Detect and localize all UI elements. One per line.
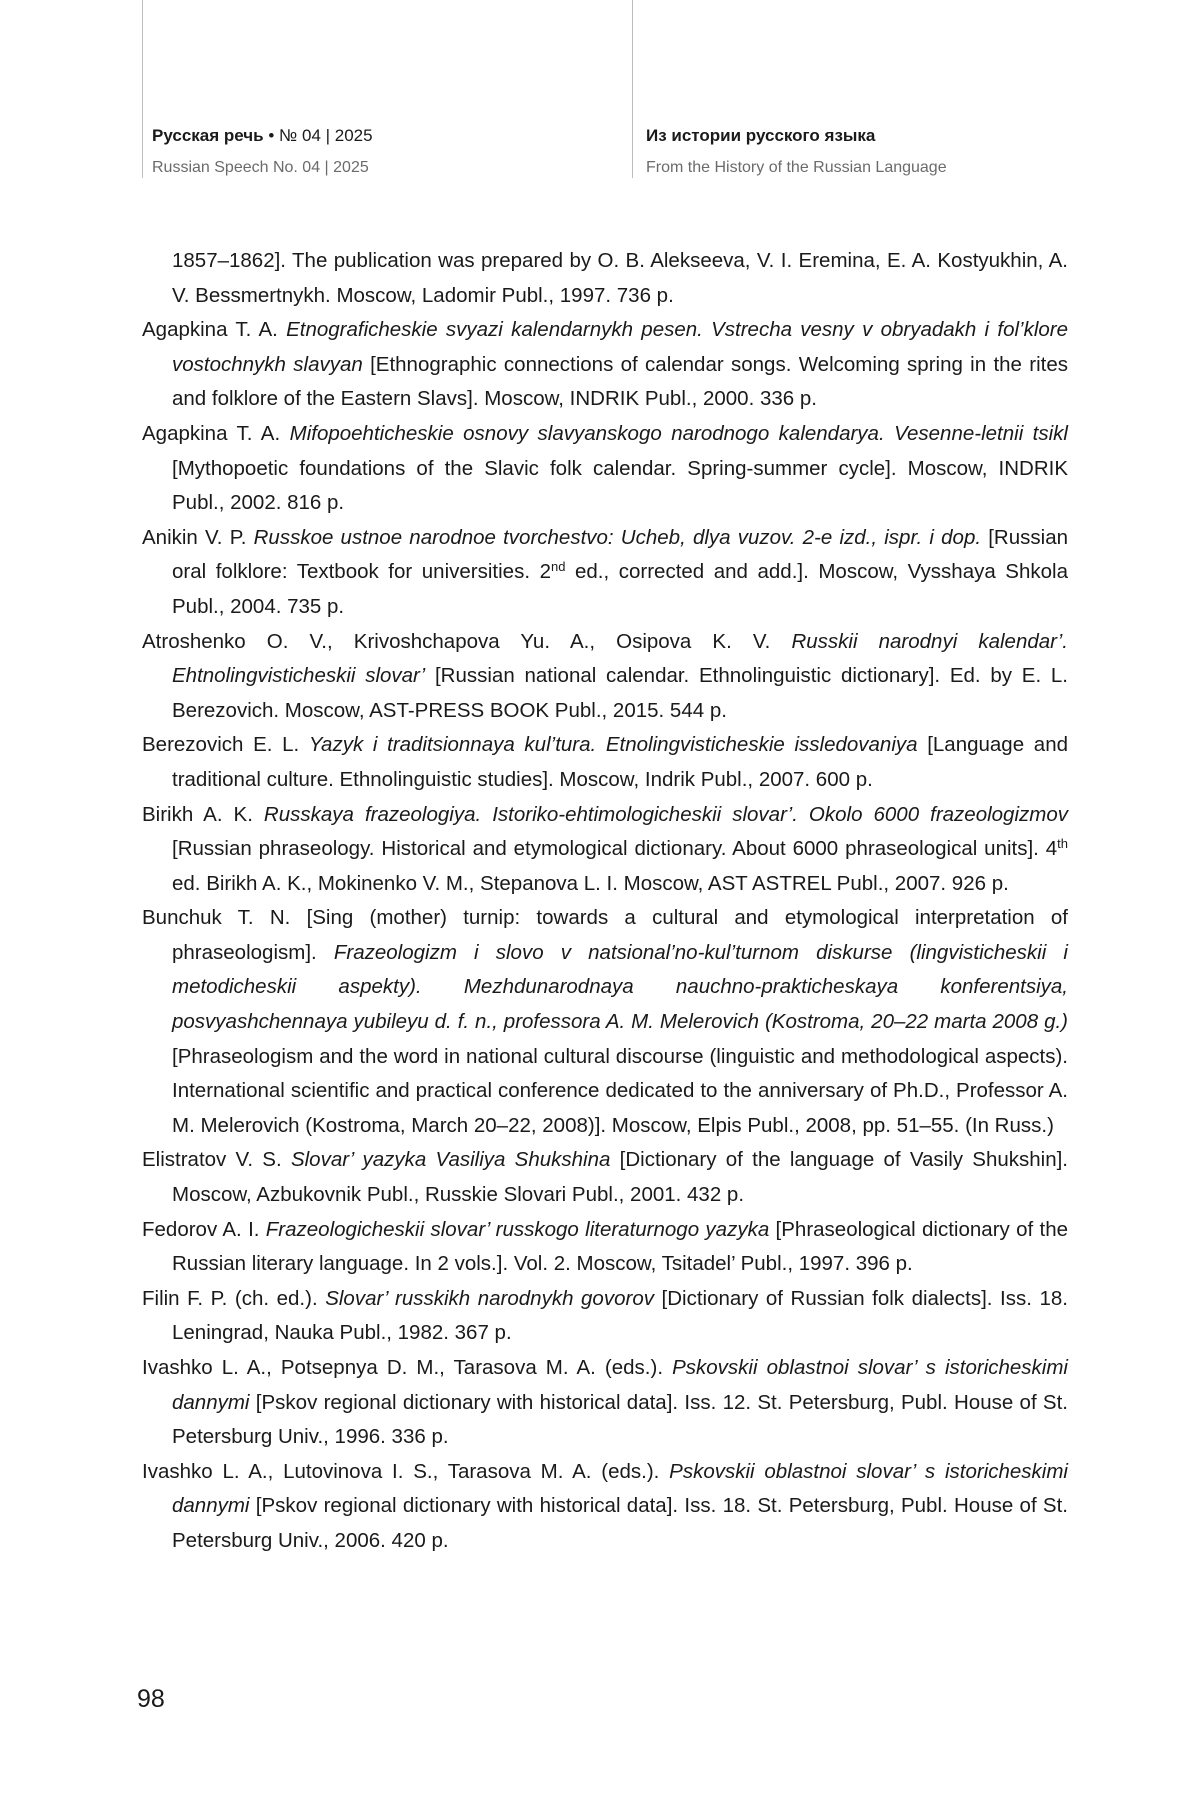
reference-superscript: th [1057, 836, 1068, 852]
reference-item [142, 521, 1068, 625]
reference-details: [Russian national calendar. Ethnolinguistic dictionary]. Ed. by E. L. Berezovich. Moscow, AST-PRESS BOOK Publ., 2015. 544 p. [172, 664, 1068, 722]
reference-details: [Phraseologism and the word in national cultural discourse (linguistic and methodological aspects). International scientific and practical conference dedicated to the anniversary of Ph.D., Professor A. M. Melerovich (Kostroma, March 20–22, 2008)]. Moscow, Elpis Publ., 2008, pp. 51–55. (In Russ.) [172, 1044, 1068, 1137]
section-title-ru [646, 124, 947, 148]
reference-title: Frazeologizm i slovo v natsional’no-kul’turnom diskurse (lingvisticheskii i metodicheskii aspekty). Mezhdunarodnaya nauchno-prakticheskaya konferentsiya, posvyashchennaya yubileyu d. f. n., professora A. M. Melerovich (Kostroma, 20–22 marta 2008 g.) [172, 940, 1068, 1034]
reference-details: [Russian phraseology. Historical and etymological dictionary. About 6000 phraseological units]. 4 [172, 837, 1058, 861]
reference-item [142, 728, 1068, 797]
reference-title: Russkaya frazeologiya. Istoriko-ehtimologicheskii slovar’. Okolo 6000 frazeologizmov [263, 802, 1068, 826]
reference-details: [Russian oral folklore: Textbook for universities. 2 [172, 525, 1068, 584]
header-divider-right [632, 0, 633, 178]
reference-author: Atroshenko O. V., Krivoshchapova Yu. A., Osipova K. V. [142, 629, 792, 653]
journal-title-ru [152, 124, 373, 148]
reference-title: Russkoe ustnoe narodnoe tvorchestvo: Ucheb, dlya vuzov. 2-e izd., ispr. i dop. [253, 525, 982, 549]
reference-item [142, 244, 1068, 313]
reference-title: Mifopoehticheskie osnovy slavyanskogo narodnogo kalendarya. Vesenne-letnii tsikl [289, 421, 1068, 445]
reference-author: Ivashko L. A., Lutovinova I. S., Tarasova M. A. (eds.). [142, 1459, 670, 1483]
header-divider-left [142, 0, 143, 178]
reference-item [142, 417, 1068, 521]
reference-details: [Ethnographic connections of calendar songs. Welcoming spring in the rites and folklore of the Eastern Slavs]. Moscow, INDRIK Publ., 2000. 336 p. [172, 352, 1068, 411]
reference-details: [Phraseological dictionary of the Russian literary language. In 2 vols.]. Vol. 2. Moscow, Tsitadel’ Publ., 1997. 396 p. [172, 1217, 1068, 1276]
reference-author: Filin F. P. (ch. ed.). [142, 1286, 326, 1310]
reference-details: ed. Birikh A. K., Mokinenko V. M., Stepanova L. I. Moscow, AST ASTREL Publ., 2007. 926 p. [172, 871, 1009, 895]
reference-author: Ivashko L. A., Potsepnya D. M., Tarasova M. A. (eds.). [142, 1356, 673, 1379]
reference-details: ed., corrected and add.]. Moscow, Vysshaya Shkola Publ., 2004. 735 p. [172, 560, 1068, 618]
reference-item [142, 1282, 1068, 1351]
reference-details: [Dictionary of the language of Vasily Shukshin]. Moscow, Azbukovnik Publ., Russkie Slovari Publ., 2001. 432 p. [172, 1148, 1068, 1207]
reference-title: Etnograficheskie svyazi kalendarnykh pesen. Vstrecha vesny v obryadakh i fol’klore vostochnykh slavyan [172, 318, 1069, 376]
reference-title: Pskovskii oblastnoi slovar’ s istoricheskimi dannymi [172, 1356, 1068, 1414]
reference-author: Fedorov A. I. [142, 1217, 266, 1241]
reference-item [142, 901, 1068, 1143]
reference-item [142, 1455, 1068, 1559]
reference-superscript: nd [550, 559, 566, 575]
reference-list [142, 244, 1068, 1559]
section-title-en: From the History of the Russian Language [646, 159, 947, 176]
reference-details: [Pskov regional dictionary with historical data]. Iss. 18. St. Petersburg, Publ. House of St. Petersburg Univ., 2006. 420 p. [172, 1494, 1068, 1552]
reference-item [142, 1351, 1068, 1455]
reference-title: Frazeologicheskii slovar’ russkogo literaturnogo yazyka [265, 1217, 770, 1241]
section-header [646, 124, 947, 180]
reference-details: [Language and traditional culture. Ethnolinguistic studies]. Moscow, Indrik Publ., 2007. 600 p. [172, 733, 1068, 791]
reference-item [142, 1143, 1068, 1212]
reference-author: Agapkina T. A. [142, 318, 287, 342]
reference-article-title: [Sing (mother) turnip: towards a cultural and etymological interpretation of phraseologism]. [172, 906, 1068, 964]
reference-item [142, 313, 1068, 417]
reference-title: Russkii narodnyi kalendar’. Ehtnolingvisticheskii slovar’ [172, 629, 1068, 688]
section-name-ru: Из истории русского языка [646, 126, 876, 145]
journal-issue-ru: • № 04 | 2025 [263, 126, 373, 145]
reference-item [142, 625, 1068, 729]
reference-text: 1857–1862]. The publication was prepared by O. B. Alekseeva, V. I. Eremina, E. A. Kostyukhin, A. V. Bessmertnykh. Moscow, Ladomir Publ., 1997. 736 p. [172, 249, 1068, 307]
reference-author: Elistratov V. S. [142, 1148, 291, 1172]
reference-details: [Mythopoetic foundations of the Slavic folk calendar. Spring-summer cycle]. Moscow, INDRIK Publ., 2002. 816 p. [172, 456, 1068, 515]
reference-title: Slovar’ russkikh narodnykh govorov [325, 1286, 654, 1310]
reference-title: Slovar’ yazyka Vasiliya Shukshina [290, 1148, 611, 1172]
reference-item [142, 1213, 1068, 1282]
reference-author: Anikin V. P. [142, 525, 254, 549]
reference-author: Bunchuk T. N. [142, 906, 307, 930]
reference-author: Berezovich E. L. [142, 733, 309, 757]
reference-title: Pskovskii oblastnoi slovar’ s istoricheskimi dannymi [172, 1459, 1068, 1518]
reference-details: [Pskov regional dictionary with historical data]. Iss. 12. St. Petersburg, Publ. House of St. Petersburg Univ., 1996. 336 p. [172, 1390, 1068, 1449]
journal-header [152, 124, 373, 180]
page-number: 98 [137, 1685, 165, 1713]
reference-author: Birikh A. K. [142, 802, 264, 826]
reference-details: [Dictionary of Russian folk dialects]. Iss. 18. Leningrad, Nauka Publ., 1982. 367 p. [172, 1286, 1068, 1345]
journal-title-en: Russian Speech No. 04 | 2025 [152, 159, 369, 176]
reference-author: Agapkina T. A. [142, 421, 290, 445]
reference-item [142, 798, 1068, 902]
journal-name-ru: Русская речь [152, 126, 264, 145]
reference-title: Yazyk i traditsionnaya kul’tura. Etnolingvisticheskie issledovaniya [308, 733, 918, 757]
